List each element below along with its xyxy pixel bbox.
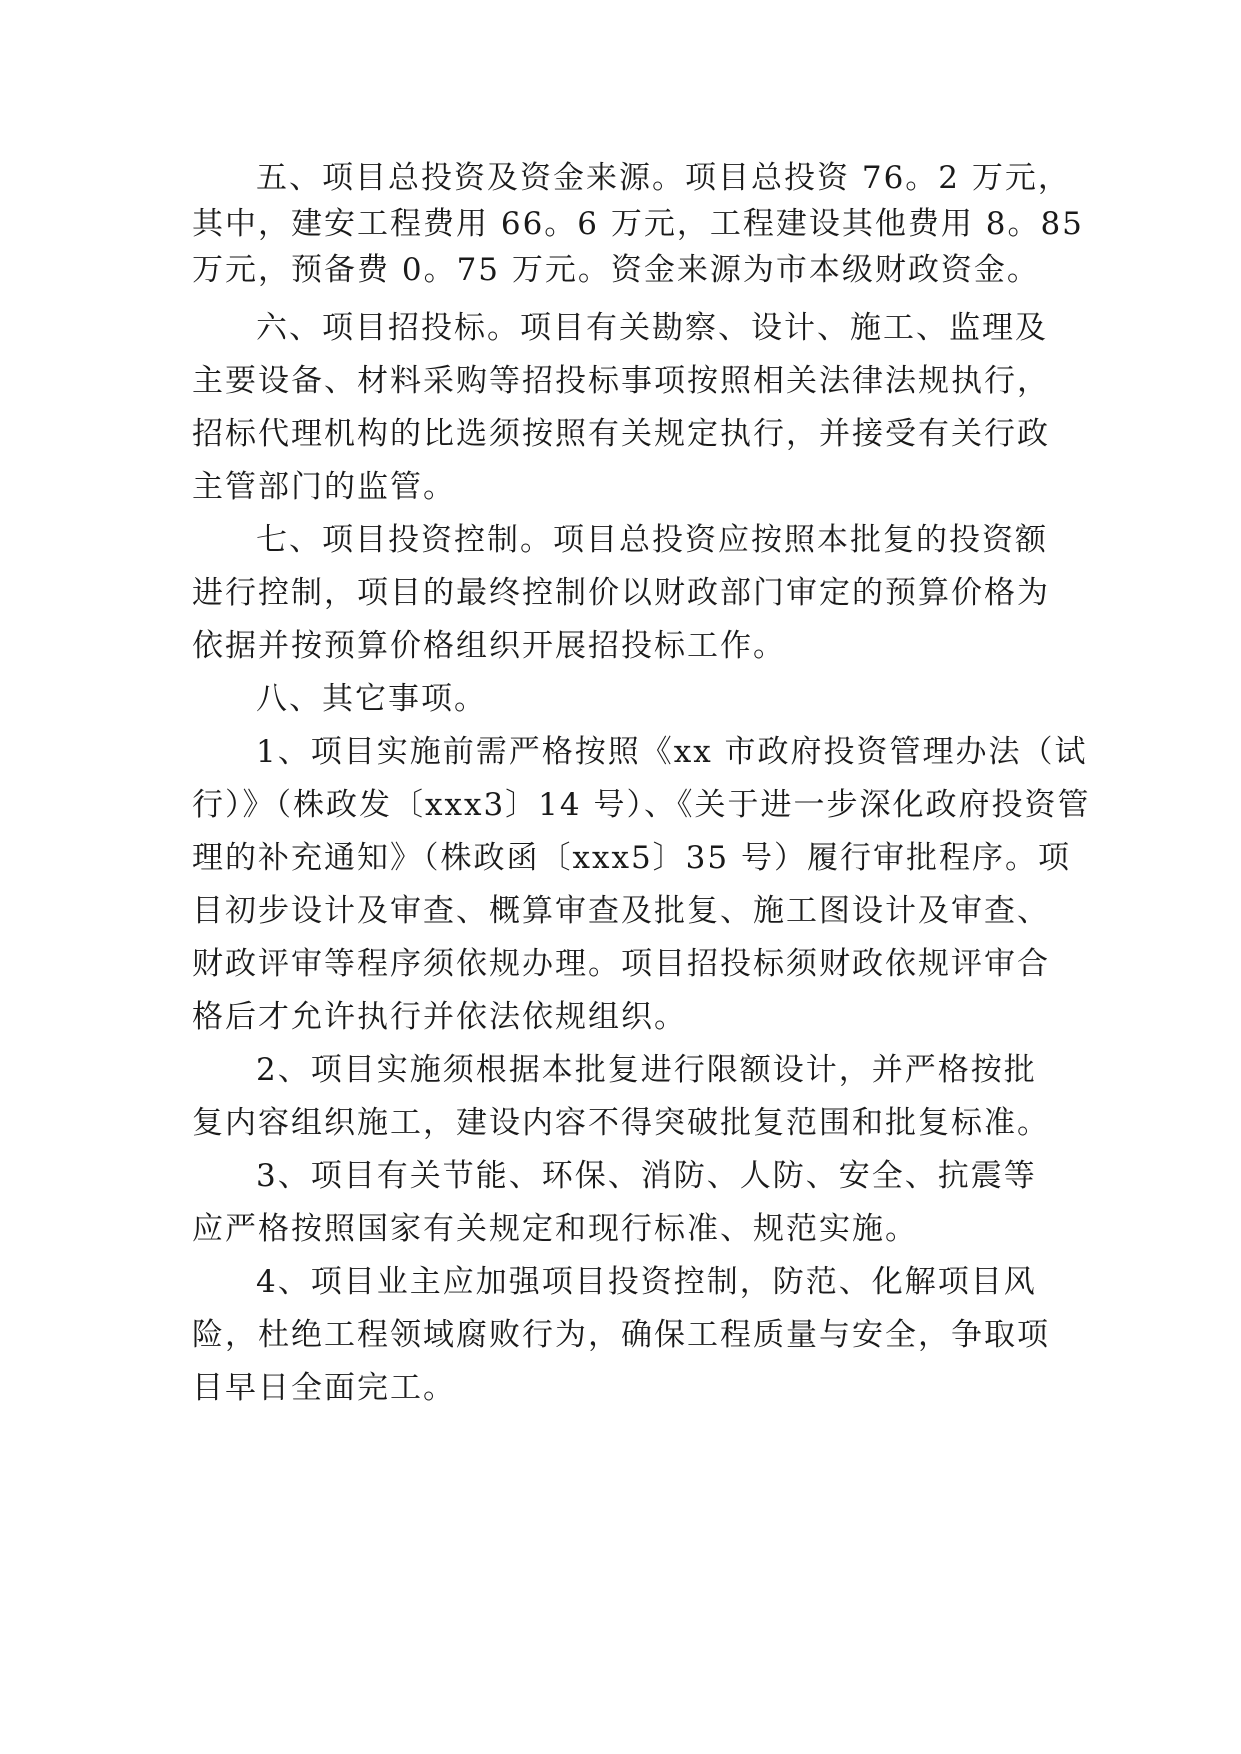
line-section-5-2: 其中，建安工程费用 66。6 万元，工程建设其他费用 8。85 xyxy=(192,206,1084,242)
line-item-1-2: 行）》（株政发〔xxx3〕14 号）、《关于进一步深化政府投资管 xyxy=(192,787,1091,823)
line-item-1-1: 1、项目实施前需严格按照《xx 市政府投资管理办法（试 xyxy=(256,734,1088,770)
line-section-6-1: 六、项目招投标。项目有关勘察、设计、施工、监理及 xyxy=(256,310,1048,346)
line-item-4-3: 目早日全面完工。 xyxy=(192,1370,456,1406)
line-section-7-1: 七、项目投资控制。项目总投资应按照本批复的投资额 xyxy=(256,522,1048,558)
line-item-1-3: 理的补充通知》（株政函〔xxx5〕35 号）履行审批程序。项 xyxy=(192,840,1071,876)
line-section-5-1: 五、项目总投资及资金来源。项目总投资 76。2 万元， xyxy=(256,160,1071,196)
line-section-6-2: 主要设备、材料采购等招投标事项按照相关法律法规执行， xyxy=(192,363,1050,399)
line-section-7-2: 进行控制，项目的最终控制价以财政部门审定的预算价格为 xyxy=(192,575,1050,611)
line-section-6-4: 主管部门的监管。 xyxy=(192,469,456,505)
line-item-1-5: 财政评审等程序须依规办理。项目招投标须财政依规评审合 xyxy=(192,946,1050,982)
line-section-8-heading: 八、其它事项。 xyxy=(256,681,487,717)
line-item-3-2: 应严格按照国家有关规定和现行标准、规范实施。 xyxy=(192,1211,918,1247)
line-section-6-3: 招标代理机构的比选须按照有关规定执行，并接受有关行政 xyxy=(192,416,1050,452)
line-item-4-2: 险，杜绝工程领域腐败行为，确保工程质量与安全，争取项 xyxy=(192,1317,1050,1353)
line-item-2-2: 复内容组织施工，建设内容不得突破批复范围和批复标准。 xyxy=(192,1105,1050,1141)
line-section-7-3: 依据并按预算价格组织开展招投标工作。 xyxy=(192,628,786,664)
line-item-1-4: 目初步设计及审查、概算审查及批复、施工图设计及审查、 xyxy=(192,893,1050,929)
line-item-4-1: 4、项目业主应加强项目投资控制，防范、化解项目风 xyxy=(256,1264,1037,1300)
line-item-1-6: 格后才允许执行并依法依规组织。 xyxy=(192,999,687,1035)
line-section-5-3: 万元，预备费 0。75 万元。资金来源为市本级财政资金。 xyxy=(192,252,1040,288)
line-item-3-1: 3、项目有关节能、环保、消防、人防、安全、抗震等 xyxy=(256,1158,1037,1194)
line-item-2-1: 2、项目实施须根据本批复进行限额设计，并严格按批 xyxy=(256,1052,1037,1088)
